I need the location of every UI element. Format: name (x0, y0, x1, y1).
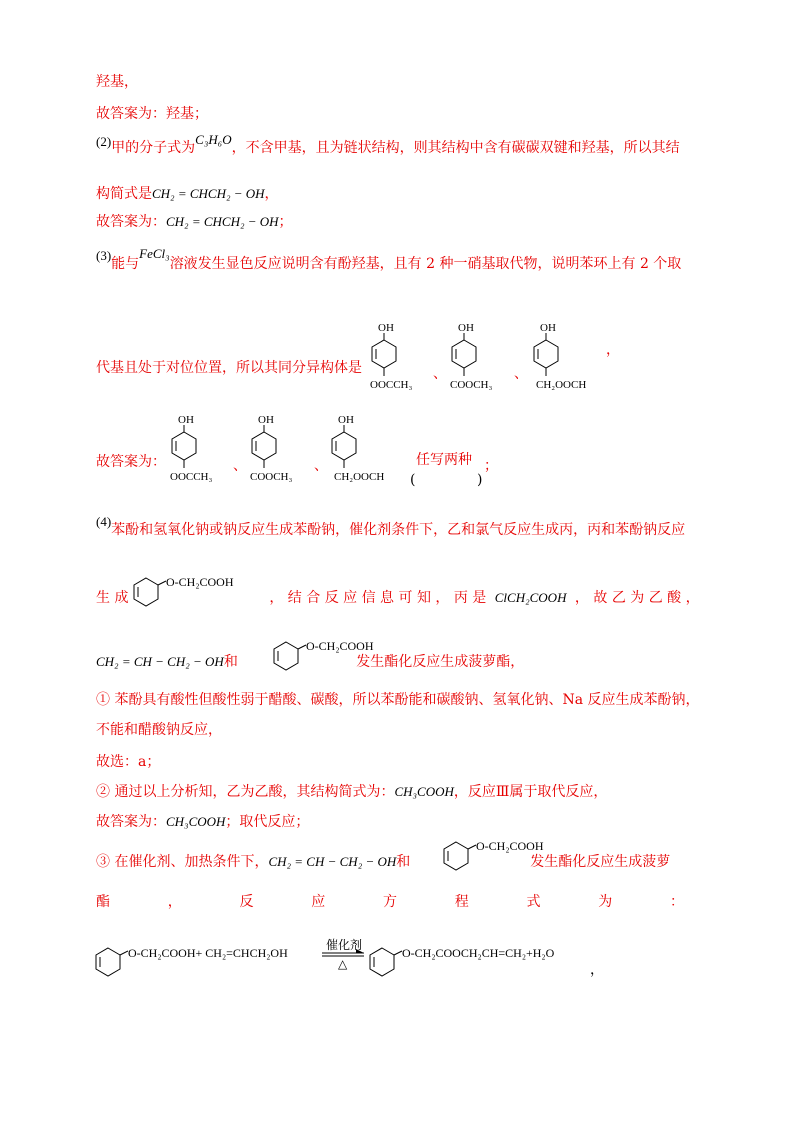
text: ， 故 乙 为 乙 酸 ， (574, 590, 700, 606)
word: 方 (383, 894, 397, 910)
text: 故答案为： (96, 814, 166, 830)
reactants-label: O-CH₂COOH+ CH₂=CHCH₂OH (128, 946, 288, 960)
line-13: 不能和醋酸钠反应， (96, 722, 222, 738)
text: ， (264, 186, 279, 202)
text: 发生酯化反应生成菠萝酯， (356, 654, 525, 670)
oh-label: OH (540, 322, 556, 334)
structure-ooccch3-b (160, 412, 240, 492)
oh-label: OH (338, 414, 354, 426)
text: ，不含甲基，且为链状结构，则其结构中含有碳碳双键和羟基，所以其结 (231, 140, 680, 156)
note-text: 任写两种 (416, 452, 472, 468)
phenoxyacetic-acid-structure-1 (132, 572, 262, 612)
paren-open: ( (410, 472, 416, 488)
oh-label: OH (378, 322, 394, 334)
oh-label: OH (458, 322, 474, 334)
word: 酯 (96, 894, 110, 910)
oh-label: OH (178, 414, 194, 426)
equation-end-comma: ， (590, 962, 604, 978)
separator: ； (484, 458, 498, 474)
line-8-text: 故答案为： (96, 454, 166, 470)
text: 能与 (111, 256, 140, 272)
formula: CH₂ = CHCH₂ − OH (166, 214, 279, 229)
item-number: (2) (96, 134, 112, 149)
formula: CH₂ = CH − CH₂ − OH (268, 854, 397, 869)
line-1: 羟基， (96, 74, 138, 90)
word: 反 (239, 894, 254, 910)
substituent-label: OOCCH₃ (170, 471, 213, 483)
substituent-label: COOCH₃ (250, 471, 293, 483)
line-2: 故答案为：羟基； (96, 106, 208, 122)
reaction-equation (94, 936, 604, 986)
line-18 (96, 892, 684, 912)
line-15 (96, 782, 607, 802)
substituent-label: COOCH₃ (450, 379, 493, 391)
word: 应 (311, 894, 326, 910)
line-17 (96, 852, 670, 872)
word: 为 (598, 894, 613, 910)
oh-label: OH (258, 414, 274, 426)
formula: CH₃COOH (394, 784, 454, 799)
structure-ch2ooch-a (522, 320, 612, 400)
text: ， 结 合 反 应 信 息 可 知 ， 丙 是 (269, 590, 487, 606)
text: 发生酯化反应生成菠萝 (530, 854, 671, 870)
text: 甲的分子式为 (111, 140, 196, 156)
word: ： (670, 894, 684, 910)
text: ； (278, 214, 293, 230)
line-16 (96, 812, 309, 832)
word: ， (167, 894, 182, 910)
paren-close: ) (477, 472, 483, 488)
text: 和 (396, 854, 411, 870)
heat-symbol: △ (338, 957, 348, 971)
substituent-label: OOCCH₃ (370, 379, 413, 391)
separator: 、 (433, 366, 447, 382)
substituent-label: CH₂OOCH (536, 379, 587, 391)
line-5 (96, 212, 293, 232)
formula: FeCl₃ (139, 246, 170, 261)
item-number: (3) (96, 248, 112, 263)
catalyst-label: 催化剂 (326, 938, 363, 952)
chain-label: O-CH₂COOH (476, 839, 544, 853)
structure-cooch3-b (240, 412, 320, 492)
word: 式 (526, 894, 541, 910)
item-number: (4) (96, 514, 112, 529)
chain-label: O-CH₂COOH (306, 639, 374, 653)
formula: CH₂ = CH − CH₂ − OH (96, 654, 224, 669)
text: 溶液发生显色反应说明含有酚羟基，且有 2 种一硝基取代物，说明苯环上有 2 个取 (169, 256, 682, 272)
separator: 、 (514, 366, 528, 382)
word: 程 (454, 894, 469, 910)
structure-ooccch3-a (360, 320, 440, 400)
line-12: ① 苯酚具有酸性但酸性弱于醋酸、碳酸，所以苯酚能和碳酸钠、氢氧化钠、Na 反应生成苯酚钠， (96, 692, 700, 708)
formula: CH₃COOH (166, 814, 226, 829)
line-7-text: 代基且处于对位位置，所以其同分异构体是 (96, 360, 362, 376)
text: 构简式是 (96, 186, 152, 202)
line-3 (96, 132, 680, 158)
separator: ， (606, 342, 620, 358)
text: 和 (223, 654, 238, 670)
chain-label: O-CH₂COOH (166, 575, 234, 589)
line-9 (96, 514, 686, 540)
text: ；取代反应； (225, 814, 310, 830)
line-6 (96, 246, 682, 274)
separator: 、 (233, 458, 247, 474)
text: 生 成 (96, 590, 129, 606)
structure-ch2ooch-b (320, 412, 410, 492)
structure-cooch3-a (440, 320, 520, 400)
substituent-label: CH₂OOCH (334, 471, 385, 483)
text: 故答案为： (96, 214, 166, 230)
separator: 、 (314, 458, 328, 474)
phenoxyacetic-acid-structure-3 (442, 836, 566, 876)
formula: C₃H₆O (195, 132, 232, 147)
formula: ClCH₂COOH (494, 590, 567, 605)
text: ，反应Ⅲ属于取代反应， (453, 784, 608, 800)
line-4 (96, 184, 279, 204)
text: 苯酚和氢氧化钠或钠反应生成苯酚钠，催化剂条件下，乙和氯气反应生成丙，丙和苯酚钠反应 (111, 522, 686, 538)
formula: CH₂ = CHCH₂ − OH (152, 186, 265, 201)
text: ③ 在催化剂、加热条件下， (96, 854, 269, 870)
products-label: O-CH₂COOCH₂CH=CH₂+H₂O (402, 946, 555, 960)
text: ② 通过以上分析知，乙为乙酸，其结构简式为： (96, 784, 395, 800)
phenoxyacetic-acid-structure-2 (272, 636, 392, 676)
line-14: 故选：a； (96, 754, 161, 770)
